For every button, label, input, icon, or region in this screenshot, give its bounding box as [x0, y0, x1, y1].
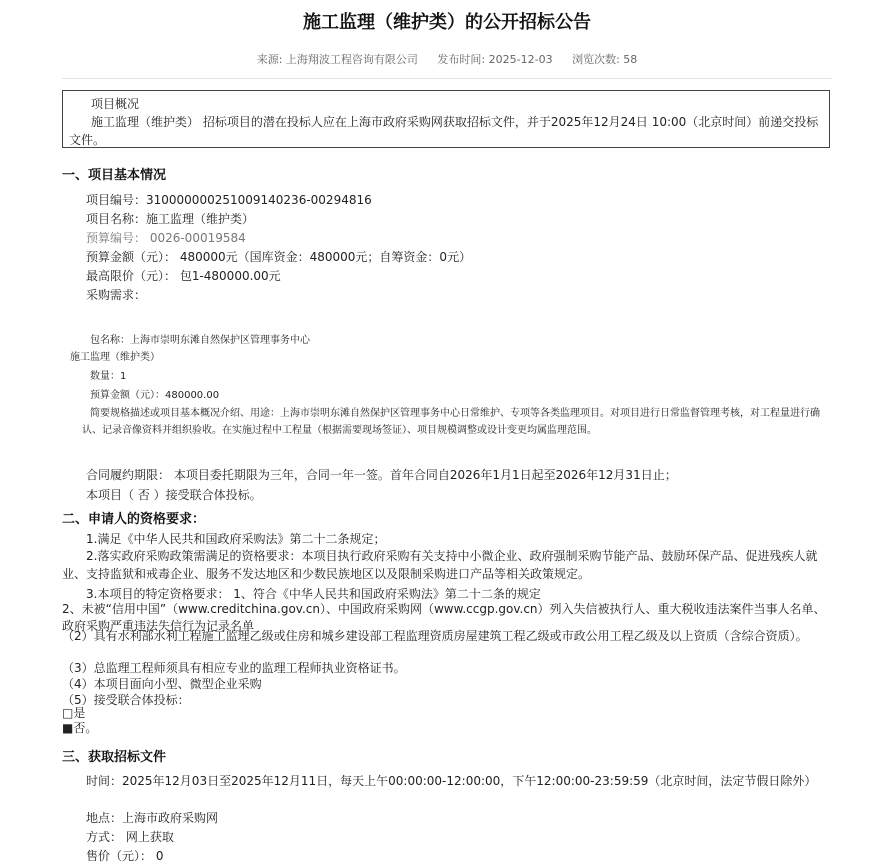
specific-requirement-chief-engineer: （3）总监理工程师须具有相应专业的监理工程师执业资格证书。 [62, 661, 406, 675]
package-name-continued: 施工监理（维护类） [70, 352, 160, 363]
publish-date-value: 2025-12-03 [488, 53, 553, 66]
document-price: 售价（元）： 0 [86, 849, 164, 863]
obtain-method: 方式： 网上获取 [86, 830, 174, 844]
package-name: 包名称：上海市崇明东滩自然保护区管理事务中心 [90, 335, 310, 346]
contract-term: 合同履约期限： 本项目委托期限为三年，合同一年一签。首年合同自2026年1月1日起至2026年12月31日止； [86, 468, 677, 482]
section-heading-basic-info: 一、项目基本情况 [62, 168, 167, 183]
project-number: 项目编号：310000000251009140236-00294816 [86, 193, 372, 207]
page-title: 施工监理（维护类）的公开招标公告 [303, 12, 591, 33]
specific-requirement-qualification-grade: （2）具有水利部水利工程施工监理乙级或住房和城乡建设部工程监理资质房屋建筑工程乙级或市政公用工程乙级及以上资质（含综合资质）。 [62, 629, 808, 643]
view-count-label: 浏览次数: [572, 53, 620, 66]
consortium-statement: 本项目（ 否 ）接受联合体投标。 [86, 488, 262, 502]
source-label: 来源: [256, 53, 283, 66]
overview-heading: 项目概况 [91, 97, 140, 111]
option-no-checkbox: ■否。 [62, 721, 98, 735]
obtain-place: 地点：上海市政府采购网 [86, 811, 219, 825]
overview-text: 施工监理（维护类） 招标项目的潜在投标人应在上海市政府采购网获取招标文件，并于2025年12月24日 10:00（北京时间）前递交投标文件。 [69, 115, 819, 147]
qualification-item-1: 1.满足《中华人民共和国政府采购法》第二十二条规定； [86, 532, 386, 546]
package-budget: 预算金额（元）：480000.00 [90, 390, 220, 401]
specific-requirement-2: 2、未被“信用中国”（www.creditchina.gov.cn）、中国政府采购网（www.ccgp.gov.cn）列入失信被执行人、重大税收违法案件当事人名单、政府采购严重违法失信行为记录名单 [62, 602, 826, 633]
view-count-info [572, 53, 637, 66]
option-yes-checkbox: □是 [62, 706, 86, 720]
publish-date-label: 发布时间: [437, 53, 486, 66]
overview-box [62, 90, 830, 148]
budget-number: 预算编号： 0026-00019584 [86, 231, 246, 245]
specific-requirement-small-business: （4）本项目面向小型、微型企业采购 [62, 677, 262, 691]
budget-amount: 预算金额（元）： 480000元（国库资金：480000元；自筹资金：0元） [86, 250, 472, 264]
max-price: 最高限价（元）： 包1-480000.00元 [86, 269, 281, 283]
spec-description: 简要规格描述或项目基本概况介绍、用途：上海市崇明东滩自然保护区管理事务中心日常维护、专项等各类监理项目。对项目进行日常监督管理考核，对工程量进行确认、记录音像资料并组织验收。在实施过程中工程量（根据需要现场签证）、项目规模调整或设计变更均属监理范围。 [82, 408, 820, 436]
article-meta [0, 51, 894, 67]
obtain-time: 时间：2025年12月03日至2025年12月11日，每天上午00:00:00-12:00:00，下午12:00:00-23:59:59（北京时间，法定节假日除外） [86, 774, 817, 788]
source-value: 上海翔波工程咨询有限公司 [285, 53, 418, 66]
package-quantity: 数量：1 [90, 371, 127, 382]
section-heading-obtain-documents: 三、获取招标文件 [62, 750, 167, 765]
qualification-item-2: 2.落实政府采购政策需满足的资格要求：本项目执行政府采购有关支持中小微企业、政府强制采购节能产品、鼓励环保产品、促进残疾人就业、支持监狱和戒毒企业、服务不发达地区和少数民族地区以及限制采购进口产品等相关政策规定。 [62, 549, 818, 581]
publish-date-info [437, 53, 552, 66]
qualification-item-3: 3.本项目的特定资格要求： 1、符合《中华人民共和国政府采购法》第二十二条的规定 [86, 587, 541, 601]
project-name: 项目名称：施工监理（维护类） [86, 212, 255, 226]
section-heading-qualifications: 二、申请人的资格要求： [62, 512, 206, 527]
header-divider [62, 78, 832, 79]
view-count-value: 58 [623, 53, 638, 66]
procurement-requirement-label: 采购需求： [86, 288, 147, 302]
specific-requirement-consortium: （5）接受联合体投标： [62, 693, 190, 707]
source-info [257, 53, 418, 66]
